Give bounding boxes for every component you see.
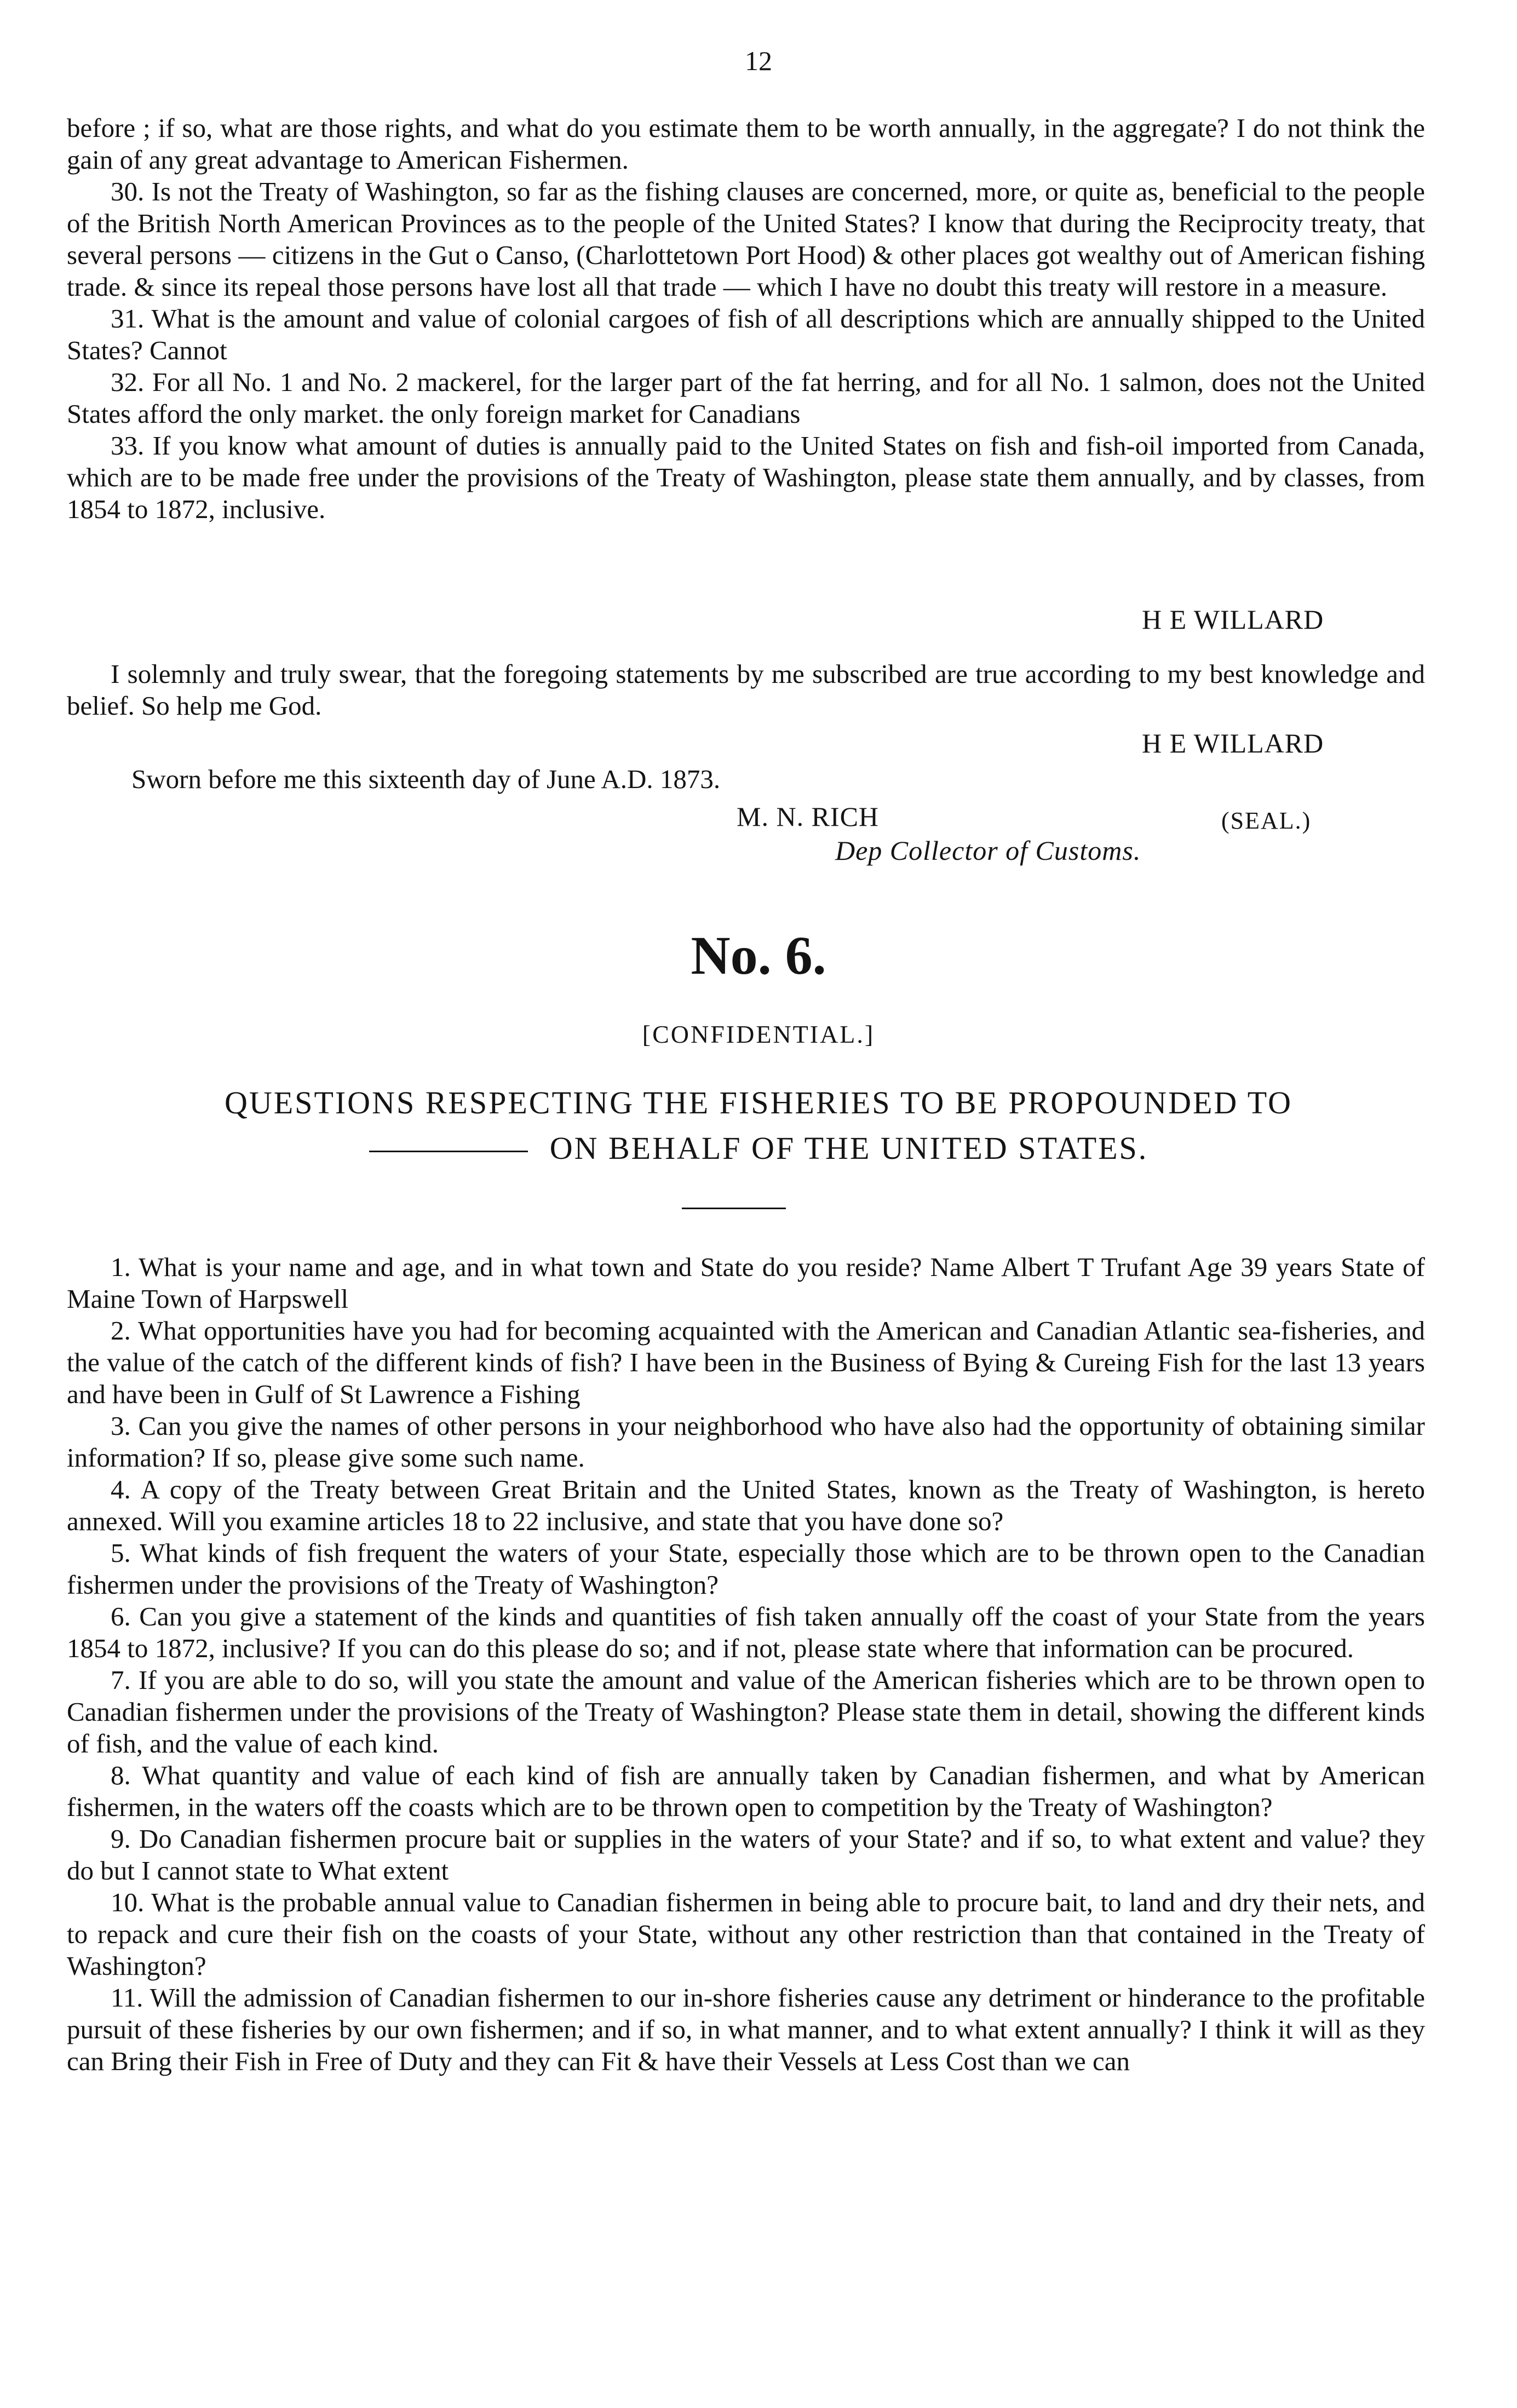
question-33: 33. If you know what amount of duties is annually paid to the United States on fish and fish-oil imported from Canada, which are to be made free under the provisions of the Treaty of Washington, please state them annually, and by classes, from 1854 to 1872, inclusive. (67, 430, 1425, 524)
question-3: 3. Can you give the names of other persons in your neighborhood who have also had the opportunity of obtaining similar information? If so, please give some such name. (67, 1411, 1425, 1473)
top-questions-block (67, 112, 1425, 525)
question-9: 9. Do Canadian fishermen procure bait or supplies in the waters of your State? and if so, to what extent and value? they do but I cannot state to What extent (67, 1824, 1425, 1886)
confidential-label: [CONFIDENTIAL.] (642, 1020, 875, 1048)
question-11: 11. Will the admission of Canadian fishermen to our in-shore fisheries cause any detriment or hinderance to the profitable pursuit of these fisheries by our own fishermen; and if so, in what manner, and to what extent annually? I think it will as they can Bring their Fish in Free of Duty and they can Fit & have their Vessels at Less Cost than we can (67, 1982, 1425, 2076)
officer-name: M. N. RICH (737, 801, 880, 832)
signature-willard-1: H E WILLARD (1142, 604, 1324, 635)
title-line-2-text: ON BEHALF OF THE UNITED STATES. (549, 1130, 1148, 1166)
question-32: 32. For all No. 1 and No. 2 mackerel, for the larger part of the fat herring, and for all No. 1 salmon, does not the United States afford the only market. the only foreign market for Canadians (67, 367, 1425, 429)
question-7: 7. If you are able to do so, will you state the amount and value of the American fisheries which are to be thrown open to Canadian fishermen under the provisions of the Treaty of Washington? Please state them in detail, showing the different kinds of fish, and the value of each kind. (67, 1665, 1425, 1758)
question-2: 2. What opportunities have you had for becoming acquainted with the American and Canadian Atlantic sea-fisheries, and the value of the catch of the different kinds of fish? I have been in the Business of Bying & Cureing Fish for the last 13 years and have been in Gulf of St Lawrence a Fishing (67, 1315, 1425, 1409)
question-31: 31. What is the amount and value of colonial cargoes of fish of all descriptions which are annually shipped to the United States? Cannot (67, 303, 1425, 365)
blank-line (369, 1151, 528, 1152)
section-number: No. 6. (691, 925, 826, 986)
document-title-line-2 (0, 1130, 1517, 1166)
question-30: 30. Is not the Treaty of Washington, so far as the fishing clauses are concerned, more, or quite as, beneficial to the people of the British North American Provinces as to the people of the United States? I know that during the Reciprocity treaty, that several persons — citizens in the Gut o Canso, (Charlottetown Port Hood) & other places got wealthy out of American fishing trade. & since its repeal those persons have lost all that trade — which I have no doubt this treaty will restore in a measure. (67, 176, 1425, 302)
oath-paragraph (67, 658, 1425, 722)
officer-title: Dep Collector of Customs. (835, 835, 1141, 866)
page-number: 12 (745, 45, 772, 76)
sworn-line (131, 763, 1227, 795)
question-10: 10. What is the probable annual value to Canadian fishermen in being able to procure bait, to land and dry their nets, and to repack and cure their fish on the coasts of your State, without any other restriction than that contained in the Treaty of Washington? (67, 1887, 1425, 1981)
section-divider (682, 1208, 786, 1209)
oath-text: I solemnly and truly swear, that the foregoing statements by me subscribed are true according to my best knowledge and belief. So help me God. (67, 659, 1425, 721)
document-title-line-1: QUESTIONS RESPECTING THE FISHERIES TO BE PROPOUNDED TO (224, 1085, 1292, 1120)
question-29-continuation: before ; if so, what are those rights, and what do you estimate them to be worth annually, in the aggregate? I do not think the gain of any great advantage to American Fishermen. (67, 113, 1425, 175)
questions-list (67, 1251, 1425, 2077)
question-8: 8. What quantity and value of each kind of fish are annually taken by Canadian fishermen, and what by American fishermen, in the waters off the coasts which are to be thrown open to competition by the Treaty of Washington? (67, 1760, 1425, 1822)
question-1: 1. What is your name and age, and in what town and State do you reside? Name Albert T Trufant Age 39 years State of Maine Town of Harpswell (67, 1252, 1425, 1314)
question-4: 4. A copy of the Treaty between Great Britain and the United States, known as the Treaty of Washington, is hereto annexed. Will you examine articles 18 to 22 inclusive, and state that you have done so? (67, 1474, 1425, 1536)
question-6: 6. Can you give a statement of the kinds and quantities of fish taken annually off the coast of your State from the years 1854 to 1872, inclusive? If you can do this please do so; and if not, please state where that information can be procured. (67, 1601, 1425, 1663)
signature-willard-2: H E WILLARD (1142, 728, 1324, 758)
seal-label: (SEAL.) (1221, 807, 1312, 834)
question-5: 5. What kinds of fish frequent the waters of your State, especially those which are to be thrown open to the Canadian fishermen under the provisions of the Treaty of Washington? (67, 1538, 1425, 1600)
sworn-text: Sworn before me this sixteenth day of June A.D. 1873. (131, 764, 721, 794)
